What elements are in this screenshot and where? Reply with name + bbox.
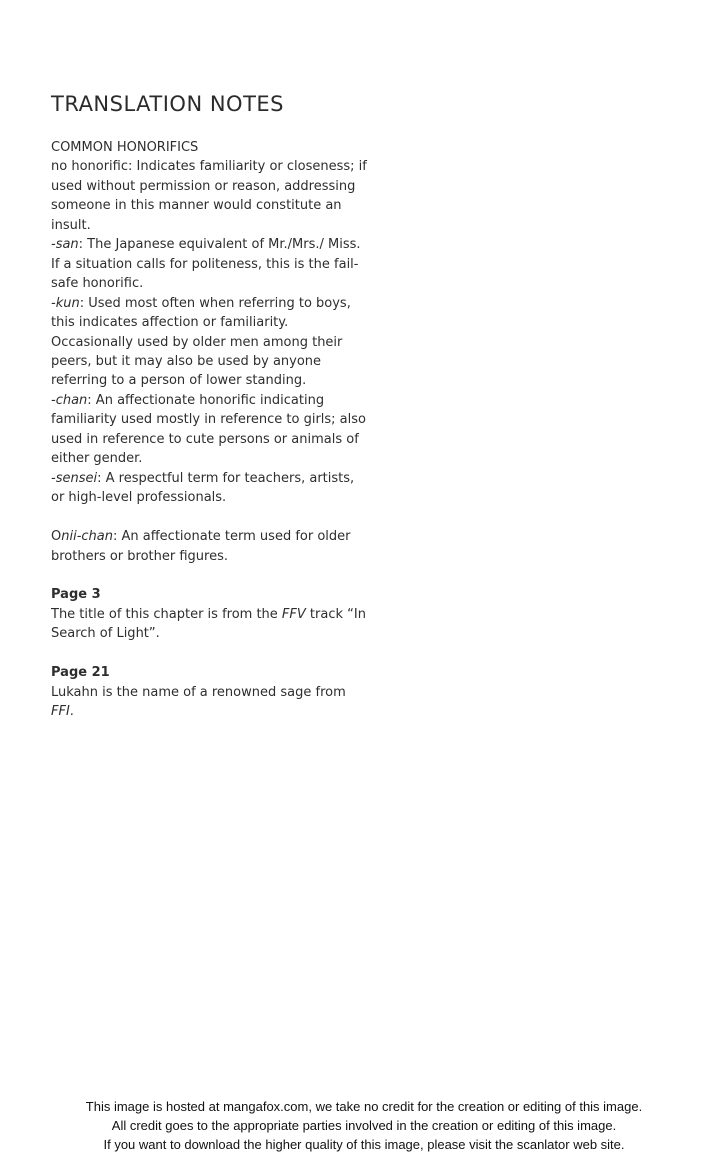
page-note-heading: Page 3 xyxy=(51,587,101,603)
definition-san: : The Japanese equivalent of Mr./Mrs./ Miss. If a situation calls for politeness, this is the fail-safe honorific. xyxy=(51,237,361,292)
page-note-heading: Page 21 xyxy=(51,665,110,681)
spacer xyxy=(51,644,371,663)
translation-notes-body xyxy=(51,138,371,722)
page-note-text-before: The title of this chapter is from the xyxy=(51,606,282,622)
page-note-text-before: Lukahn is the name of a renowned sage from xyxy=(51,684,346,700)
spacer xyxy=(51,566,371,585)
disclaimer-line: All credit goes to the appropriate parties involved in the creation or editing of this image. xyxy=(111,1118,617,1133)
disclaimer-line: If you want to download the higher quality of this image, please visit the scanlator web site. xyxy=(103,1137,625,1152)
term-sensei: -sensei xyxy=(51,470,98,486)
definition-sensei: : A respectful term for teachers, artists, or high-level professionals. xyxy=(51,470,355,506)
definition-onii-chan: : An affectionate term used for older brothers or brother figures. xyxy=(51,529,351,564)
section-heading: COMMON HONORIFICS xyxy=(51,140,199,155)
page-note-italic: FFI xyxy=(51,704,70,720)
definition-kun: : Used most often when referring to boys, this indicates affection or familiarity. Occasionally used by older men among their peers, but it may also be used by anyone referring to a person of lower standing. xyxy=(51,295,351,389)
note-kun xyxy=(51,294,371,391)
page-note-text-after: track “In Search of Light”. xyxy=(51,606,366,642)
spacer xyxy=(51,508,371,527)
page-note-text xyxy=(51,605,371,644)
onii-chan-prefix: O xyxy=(51,529,62,545)
note-san xyxy=(51,235,371,293)
disclaimer-line: This image is hosted at mangafox.com, we take no credit for the creation or editing of this image. xyxy=(85,1099,643,1114)
note-onii-chan xyxy=(51,527,371,566)
term-kun: -kun xyxy=(51,295,80,311)
page-note-italic: FFV xyxy=(281,606,306,622)
page-note-text-after: . xyxy=(69,704,74,720)
page-note-text xyxy=(51,683,371,722)
definition-chan: : An affectionate honorific indicating familiarity used mostly in reference to girls; also used in reference to cute persons or animals of either gender. xyxy=(51,392,366,467)
term-san: -san xyxy=(51,237,79,253)
note-sensei xyxy=(51,469,371,508)
note-no-honorific: no honorific: Indicates familiarity or closeness; if used without permission or reason, addressing someone in this manner would constitute an insult. xyxy=(51,159,367,233)
page-title: TRANSLATION NOTES xyxy=(51,92,284,116)
hosting-disclaimer xyxy=(0,1097,728,1154)
note-chan xyxy=(51,391,371,469)
term-onii-chan: nii-chan xyxy=(61,529,113,545)
term-chan: -chan xyxy=(51,392,88,408)
